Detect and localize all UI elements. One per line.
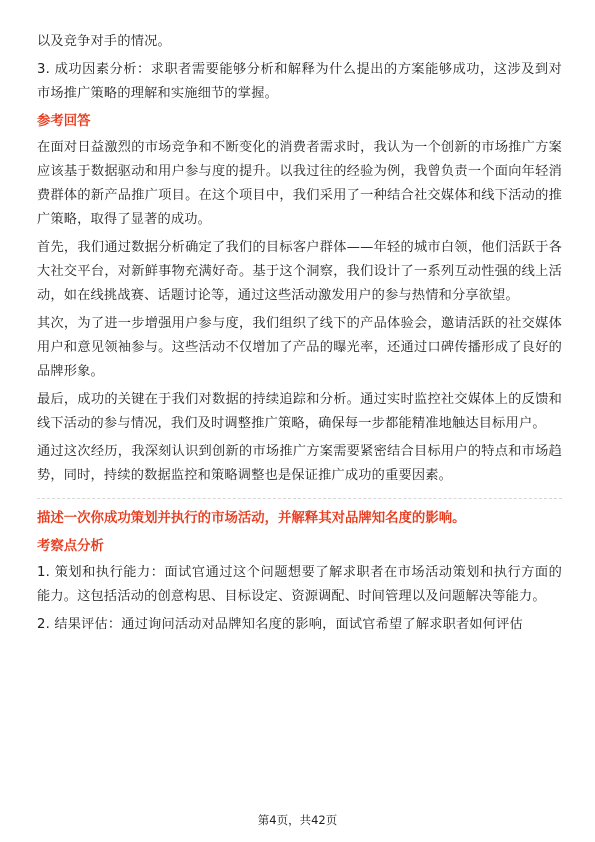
section-divider xyxy=(37,498,562,499)
page-footer: 第4页，共42页 xyxy=(257,813,338,827)
answer-paragraph: 通过这次经历，我深刻认识到创新的市场推广方案需要紧密结合目标用户的特点和市场趋势，同时，持续的数据监控和策略调整也是保证推广成功的重要因素。 xyxy=(37,444,562,483)
page-content xyxy=(37,30,562,641)
answer-paragraph: 在面对日益激烈的市场竞争和不断变化的消费者需求时，我认为一个创新的市场推广方案应该基于数据驱动和用户参与度的提升。以我过往的经验为例，我曾负责一个面向年轻消费群体的新产品推广项目。在这个项目中，我们采用了一种结合社交媒体和线下活动的推广策略，取得了显著的成功。 xyxy=(37,140,562,227)
analysis-point: 2. 结果评估：通过询问活动对品牌知名度的影响，面试官希望了解求职者如何评估 xyxy=(37,617,523,632)
analysis-heading: 考察点分析 xyxy=(37,539,104,554)
answer-paragraph: 最后，成功的关键在于我们对数据的持续追踪和分析。通过实时监控社交媒体上的反馈和线下活动的参与情况，我们及时调整推广策略，确保每一步都能精准地触达目标用户。 xyxy=(37,392,562,431)
analysis-point: 1. 策划和执行能力：面试官通过这个问题想要了解求职者在市场活动策划和执行方面的能力。这包括活动的创意构思、目标设定、资源调配、时间管理以及问题解决等能力。 xyxy=(37,565,562,604)
answer-heading: 参考回答 xyxy=(37,114,91,129)
answer-paragraph: 其次，为了进一步增强用户参与度，我们组织了线下的产品体验会，邀请活跃的社交媒体用户和意见领袖参与。这些活动不仅增加了产品的曝光率，还通过口碑传播形成了良好的品牌形象。 xyxy=(37,316,562,379)
question-title: 描述一次你成功策划并执行的市场活动，并解释其对品牌知名度的影响。 xyxy=(37,511,466,526)
answer-paragraph: 首先，我们通过数据分析确定了我们的目标客户群体——年轻的城市白领，他们活跃于各大社交平台，对新鲜事物充满好奇。基于这个洞察，我们设计了一系列互动性强的线上活动，如在线挑战赛、话题讨论等，通过这些活动激发用户的参与热情和分享欲望。 xyxy=(37,240,562,303)
intro-tail-text: 以及竞争对手的情况。 xyxy=(37,34,171,49)
point-3-text: 3. 成功因素分析：求职者需要能够分析和解释为什么提出的方案能够成功，这涉及到对市场推广策略的理解和实施细节的掌握。 xyxy=(37,62,562,101)
